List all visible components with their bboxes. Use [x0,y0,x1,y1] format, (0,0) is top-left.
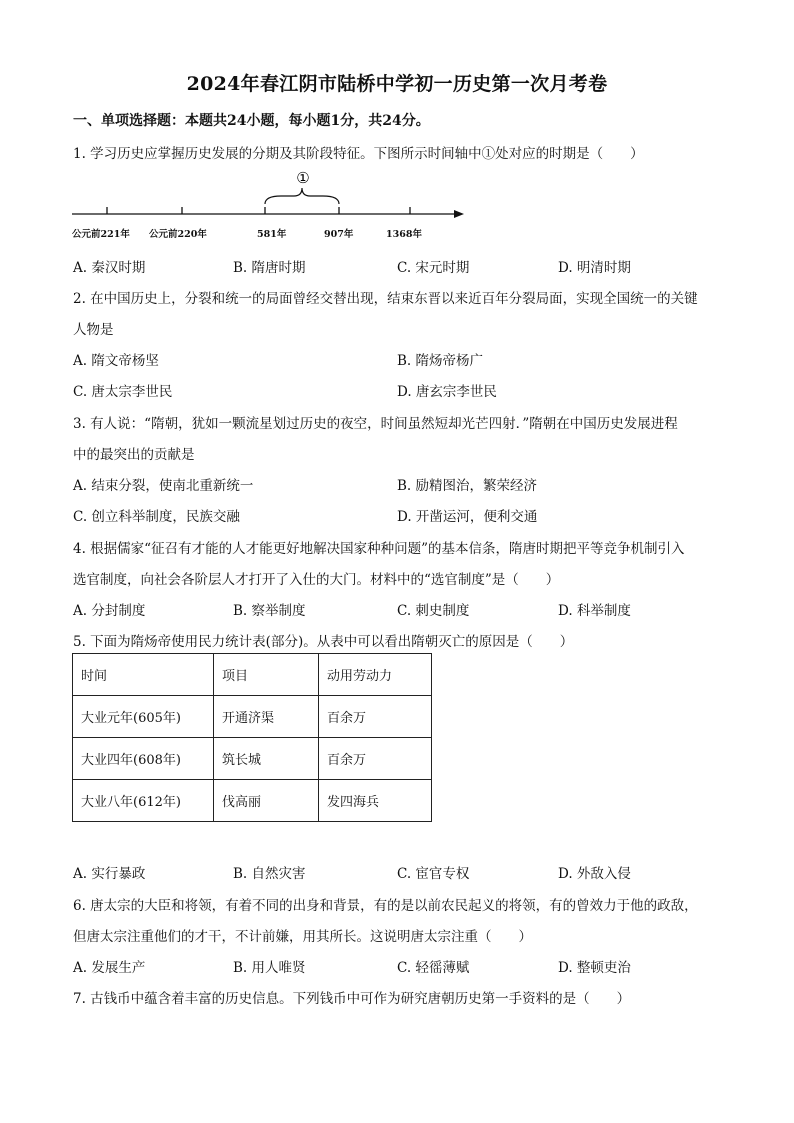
table-cell: 大业元年(605年) [73,696,214,738]
q2-option-b: B. 隋炀帝杨广 [397,353,484,369]
q3-stem-line2: 中的最突出的贡献是 [73,447,195,463]
labor-usage-table [72,653,432,822]
timeline-figure [66,164,476,248]
q3-option-c: C. 创立科举制度，民族交融 [73,509,240,525]
timeline-label: 581年 [257,229,287,240]
q4-stem-line2: 选官制度，向社会各阶层人才打开了入仕的大门。材料中的“选官制度”是（ ） [73,572,560,588]
table-cell: 百余万 [319,696,432,738]
q5-stem: 5. 下面为隋炀帝使用民力统计表(部分)。从表中可以看出隋朝灭亡的原因是（ ） [73,634,574,650]
q3-option-b: B. 励精图治，繁荣经济 [397,478,538,494]
q6-option-c: C. 轻徭薄赋 [397,960,470,976]
q5-option-c: C. 宦官专权 [397,866,470,882]
q7-stem: 7. 古钱币中蕴含着丰富的历史信息。下列钱币中可作为研究唐朝历史第一手资料的是（ ） [73,991,631,1007]
q2-stem-line1: 2. 在中国历史上，分裂和统一的局面曾经交替出现，结束东晋以来近百年分裂局面，实现全国统一的关键 [73,291,698,307]
q1-option-c: C. 宋元时期 [397,260,470,276]
q3-stem-line1: 3. 有人说：“隋朝，犹如一颗流星划过历史的夜空，时间虽然短却光芒四射．”隋朝在中国历史发展进程 [73,416,678,432]
section-heading: 一、单项选择题：本题共24小题，每小题1分，共24分。 [73,113,430,129]
q5-option-b: B. 自然灾害 [233,866,306,882]
q6-option-b: B. 用人唯贤 [233,960,306,976]
table-row [73,780,432,822]
period-marker: ① [296,169,310,187]
q3-option-d: D. 开凿运河，便利交通 [397,509,538,525]
q6-stem-line2: 但唐太宗注重他们的才干，不计前嫌，用其所长。这说明唐太宗注重（ ） [73,929,532,945]
q6-stem-line1: 6. 唐太宗的大臣和将领，有着不同的出身和背景，有的是以前农民起义的将领，有的曾效力于他的政敌， [73,898,698,914]
table-header-cell: 时间 [73,654,214,696]
timeline-label: 1368年 [386,229,422,240]
q4-option-a: A. 分封制度 [73,603,146,619]
q4-option-c: C. 刺史制度 [397,603,470,619]
timeline-label: 公元前221年 [72,229,130,240]
table-cell: 发四海兵 [319,780,432,822]
q4-stem-line1: 4. 根据儒家“征召有才能的人才能更好地解决国家种种问题”的基本信条，隋唐时期把平等竞争机制引入 [73,541,685,557]
table-cell: 百余万 [319,738,432,780]
q6-option-d: D. 整顿吏治 [558,960,631,976]
q1-option-a: A. 秦汉时期 [73,260,146,276]
q1-option-b: B. 隋唐时期 [233,260,306,276]
q5-option-a: A. 实行暴政 [73,866,146,882]
table-row [73,696,432,738]
table-header-cell: 项目 [214,654,319,696]
table-cell: 筑长城 [214,738,319,780]
q2-option-d: D. 唐玄宗李世民 [397,384,497,400]
q2-stem-line2: 人物是 [73,322,114,338]
timeline-label: 公元前220年 [149,229,207,240]
table-cell: 伐高丽 [214,780,319,822]
period-brace [265,188,339,204]
q3-option-a: A. 结束分裂，使南北重新统一 [73,478,254,494]
table-cell: 大业四年(608年) [73,738,214,780]
q6-option-a: A. 发展生产 [73,960,146,976]
q5-option-d: D. 外敌入侵 [558,866,631,882]
table-header-row [73,654,432,696]
timeline-arrow [454,210,464,218]
table-cell: 开通济渠 [214,696,319,738]
q2-option-c: C. 唐太宗李世民 [73,384,173,400]
exam-title: 2024年春江阴市陆桥中学初一历史第一次月考卷 [186,73,608,95]
q4-option-d: D. 科举制度 [558,603,631,619]
timeline-label: 907年 [324,229,354,240]
q4-option-b: B. 察举制度 [233,603,306,619]
table-row [73,738,432,780]
q1-stem: 1. 学习历史应掌握历史发展的分期及其阶段特征。下图所示时间轴中①处对应的时期是（ ） [73,146,644,162]
q2-option-a: A. 隋文帝杨坚 [73,353,159,369]
table-header-cell: 动用劳动力 [319,654,432,696]
table-cell: 大业八年(612年) [73,780,214,822]
q1-option-d: D. 明清时期 [558,260,631,276]
